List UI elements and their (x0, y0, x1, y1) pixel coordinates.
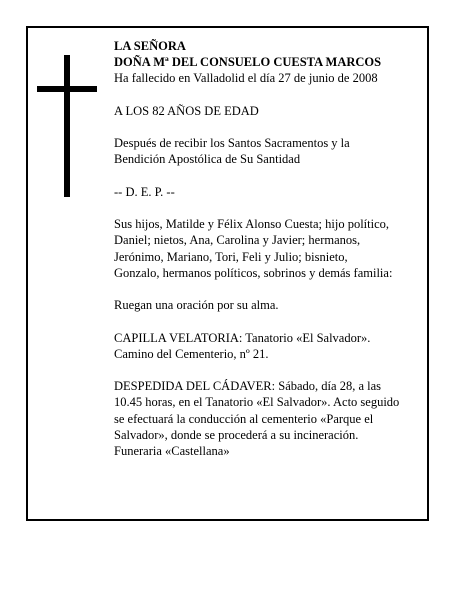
chapel-line: CAPILLA VELATORIA: Tanatorio «El Salvador». (114, 330, 371, 345)
family-line: Gonzalo, hermanos políticos, sobrinos y demás familia: (114, 265, 393, 280)
family-block (114, 216, 429, 281)
farewell-block (114, 378, 429, 459)
sacraments-line: Después de recibir los Santos Sacramentos y la (114, 136, 350, 151)
death-info: Ha fallecido en Valladolid el día 27 de junio de 2008 (114, 71, 378, 86)
sacraments-block (114, 135, 429, 167)
family-line: Jerónimo, Mariano, Tori, Feli y Julio; bisnieto, (114, 249, 348, 264)
prayer-line: Ruegan una oración por su alma. (114, 298, 279, 313)
cross-icon (64, 55, 70, 197)
farewell-line: se efectuará la conducción al cementerio «Parque el (114, 411, 374, 426)
family-line: Daniel; nietos, Ana, Carolina y Javier; hermanos, (114, 233, 361, 248)
cross-icon-bar (37, 86, 97, 92)
deceased-name: DOÑA Mª DEL CONSUELO CUESTA MARCOS (114, 55, 382, 70)
chapel-block (114, 330, 429, 362)
farewell-line: Salvador», donde se procederá a su incineración. (114, 427, 359, 442)
age-line: A LOS 82 AÑOS DE EDAD (114, 103, 259, 118)
farewell-line: 10.45 horas, en el Tanatorio «El Salvador». Acto seguido (114, 395, 400, 410)
rip-line: -- D. E. P. -- (114, 184, 175, 199)
sacraments-line: Bendición Apostólica de Su Santidad (114, 152, 301, 167)
header-block (114, 38, 429, 87)
title-line-1: LA SEÑORA (114, 39, 186, 53)
funeral-home: Funeraria «Castellana» (114, 443, 230, 458)
chapel-line: Camino del Cementerio, nº 21. (114, 346, 269, 361)
obituary-text (114, 38, 429, 475)
farewell-line: DESPEDIDA DEL CÁDAVER: Sábado, día 28, a las (114, 379, 381, 394)
family-line: Sus hijos, Matilde y Félix Alonso Cuesta; hijo político, (114, 217, 390, 232)
